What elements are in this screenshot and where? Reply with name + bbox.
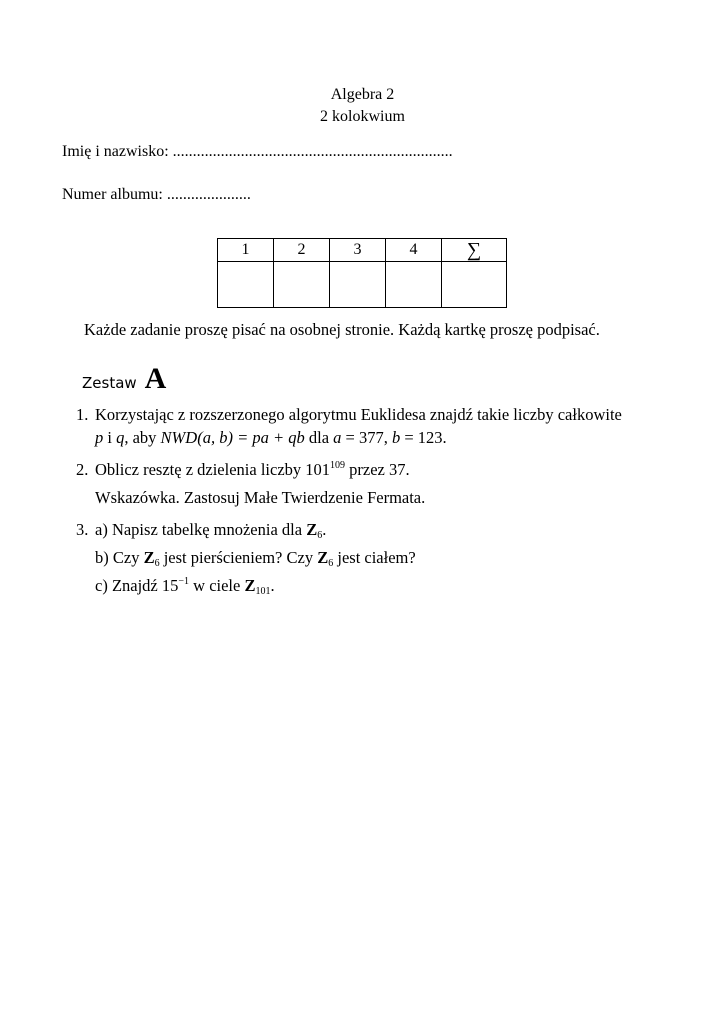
task-3-line-c — [95, 576, 275, 596]
task-3b-Z-1: Z — [143, 548, 155, 567]
task-1-a: a — [333, 428, 342, 447]
task-3b-text-3: jest ciałem? — [333, 548, 416, 567]
score-col-2: 2 — [274, 239, 330, 262]
task-1-a-val: = 377, — [341, 428, 392, 447]
score-cell-sum — [442, 262, 507, 308]
task-1-b-val: = 123. — [400, 428, 447, 447]
task-1-p: p — [95, 428, 104, 447]
task-2-number: 2. — [76, 460, 89, 479]
task-3a-end: . — [322, 520, 327, 539]
score-cell-4 — [386, 262, 442, 308]
task-3c-text-1: c) Znajdź 15 — [95, 576, 179, 595]
instructions: Każde zadanie proszę pisać na osobnej stronie. Każdą kartkę proszę podpisać. — [84, 320, 600, 339]
task-2-line-1 — [76, 460, 410, 480]
set-heading — [82, 362, 166, 396]
name-field — [62, 143, 453, 161]
task-3-line-b — [95, 548, 416, 568]
album-field — [62, 186, 251, 204]
task-1-b: b — [391, 428, 401, 447]
set-word: Zestaw — [82, 374, 137, 392]
task-3c-exponent: −1 — [178, 576, 190, 587]
task-2-exponent: 109 — [330, 460, 346, 471]
task-1-line-1 — [76, 405, 622, 425]
task-3c-text-2: w ciele — [189, 576, 245, 595]
score-table-row — [218, 262, 507, 308]
task-3b-text-1: b) Czy — [95, 548, 144, 567]
task-3a-sub: 6 — [317, 530, 323, 541]
task-3c-sub: 101 — [255, 586, 271, 597]
task-1-i: i — [103, 428, 117, 447]
task-2-tail: przez 37. — [345, 460, 410, 479]
score-cell-1 — [218, 262, 274, 308]
task-3-line-a — [76, 520, 326, 540]
task-3b-sub-2: 6 — [328, 558, 334, 569]
task-3a-Z: Z — [306, 520, 318, 539]
test-title: 2 kolokwium — [320, 108, 405, 125]
name-label: Imię i nazwisko: — [62, 143, 169, 160]
task-1-text: Korzystając z rozszerzonego algorytmu Euklidesa znajdź takie liczby całkowite — [95, 405, 622, 424]
score-col-4: 4 — [386, 239, 442, 262]
score-col-1: 1 — [218, 239, 274, 262]
task-1-aby: , aby — [124, 428, 161, 447]
task-3c-Z: Z — [244, 576, 256, 595]
task-3b-text-2: jest pierścieniem? Czy — [159, 548, 318, 567]
album-dots: ..................... — [166, 186, 251, 203]
score-table-header — [218, 239, 507, 262]
task-2-hint: Wskazówka. Zastosuj Małe Twierdzenie Fermata. — [95, 488, 426, 507]
header — [0, 84, 725, 128]
course-title: Algebra 2 — [330, 86, 395, 103]
task-3-number: 3. — [76, 520, 89, 539]
task-1-dla: dla — [304, 428, 334, 447]
score-col-sum: ∑ — [442, 239, 507, 262]
score-cell-2 — [274, 262, 330, 308]
task-1-line-2 — [95, 428, 447, 448]
task-3b-Z-2: Z — [317, 548, 329, 567]
score-col-3: 3 — [330, 239, 386, 262]
task-1-q: q — [116, 428, 125, 447]
task-1-nwd: NWD(a, b) = pa + qb — [160, 428, 305, 447]
set-letter: A — [144, 362, 167, 395]
task-3a-text: a) Napisz tabelkę mnożenia dla — [95, 520, 307, 539]
album-label: Numer albumu: — [62, 186, 163, 203]
score-cell-3 — [330, 262, 386, 308]
name-dots: ...................................................................... — [172, 143, 453, 160]
task-1-number: 1. — [76, 405, 89, 424]
task-2-text: Oblicz resztę z dzielenia liczby 101 — [95, 460, 331, 479]
task-3b-sub-1: 6 — [154, 558, 160, 569]
task-3c-end: . — [270, 576, 275, 595]
score-table — [217, 238, 507, 308]
